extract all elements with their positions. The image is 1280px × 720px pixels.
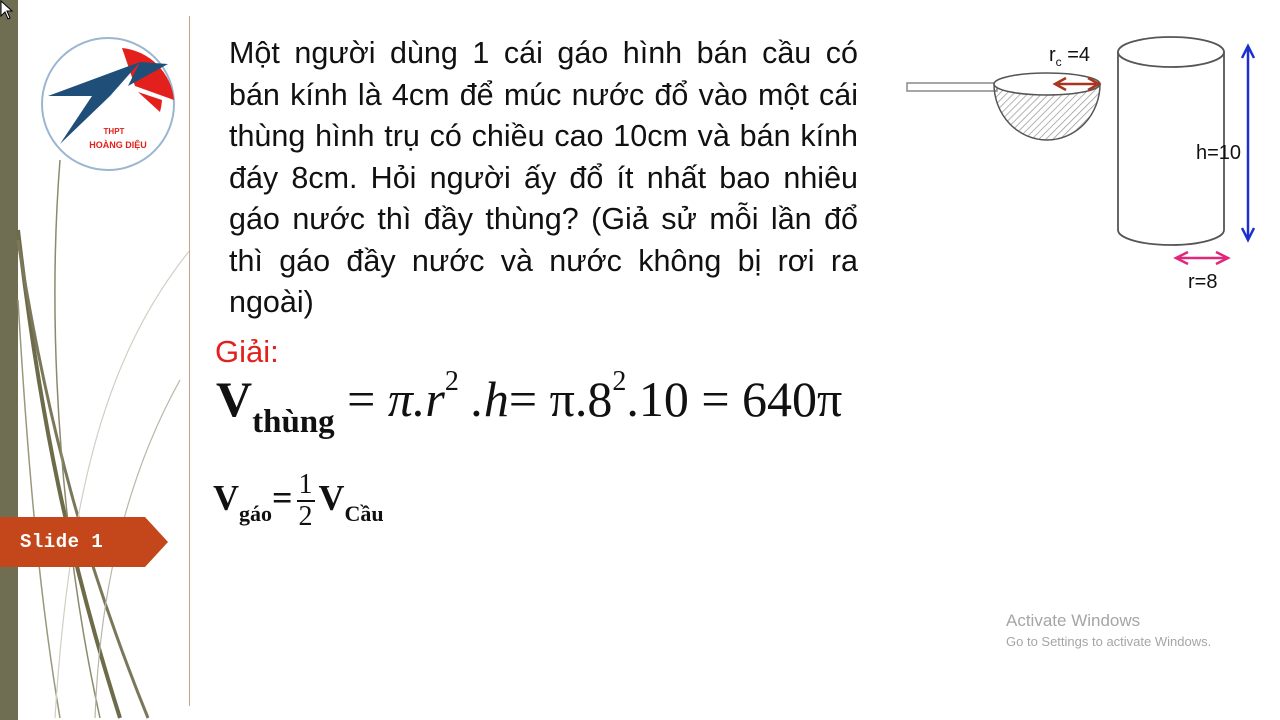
ladle-handle (907, 83, 997, 91)
watermark-title: Activate Windows (1006, 611, 1141, 630)
formula2-sub: gáo (239, 501, 272, 527)
diagram-drawing (900, 30, 1260, 300)
solution-label: Giải: (215, 334, 279, 369)
formula2-numerator: 1 (298, 469, 313, 500)
vertical-divider (189, 16, 190, 706)
h-label: h=10 (1196, 142, 1242, 164)
slide-tab (0, 517, 168, 567)
formula1-sub: thùng (252, 404, 335, 440)
formula2-eq: = (272, 477, 293, 518)
mouse-cursor-icon (0, 0, 14, 20)
cylinder-top (1118, 37, 1224, 67)
formula-volume-ladle (213, 470, 384, 532)
logo-line1: THPT (103, 127, 125, 136)
school-logo (40, 34, 180, 174)
watermark-subtitle: Go to Settings to activate Windows. (1006, 634, 1212, 649)
formula2-fraction (297, 470, 315, 532)
problem-text: Một người dùng 1 cái gáo hình bán cầu có bán kính là 4cm để múc nước đổ vào một cái thùng hình trụ có chiều cao 10cm và bán kính đáy 8cm. Hỏi người ấy đổ ít nhất bao nhiêu gáo nước thì đầy thùng? (Giả sử mỗi lần đổ thì gáo đầy nước và nước không bị rơi ra ngoài) (229, 36, 858, 319)
activate-windows-watermark (1006, 611, 1211, 649)
formula1-rest: .10 = 640π (626, 371, 843, 427)
formula2-V2: V (318, 477, 345, 518)
logo-line2: HOÀNG DIỆU (89, 140, 147, 150)
formula1-eq2: = π.8 (508, 371, 613, 427)
formula1-exp-8: 2 (612, 366, 627, 397)
formula1-V: V (216, 371, 253, 427)
formula1-pi-r: π.r (387, 371, 445, 427)
rc-label: $r_c =4$ (1049, 44, 1091, 69)
formula1-eq1: = (334, 371, 388, 427)
geometry-diagram (900, 30, 1260, 305)
formula2-V: V (213, 477, 239, 518)
slide-tab-label: Slide 1 (20, 531, 104, 553)
r-label: r=8 (1188, 271, 1218, 293)
formula1-exp-r: 2 (444, 366, 459, 397)
formula-volume-cylinder (216, 366, 843, 440)
formula1-h: .h (458, 371, 509, 427)
formula2-denominator: 2 (298, 501, 313, 532)
formula2-sub2: Cầu (344, 501, 384, 527)
